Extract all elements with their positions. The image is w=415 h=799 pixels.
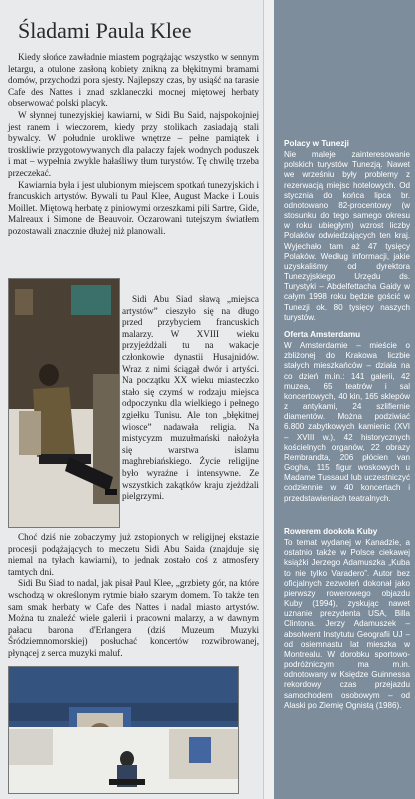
sidebar-box-text: W Amsterdamie – mieście o zbliżonej do Krakowa liczbie stałych mieszkańców – działa na co dzień m.in.: 141 galerii, 42 muzea, 65 teatrów i sal koncertowych, 40 kin, 165 sklepów z antykami, 24 szlifiernie diamentów. Można podziwiać 6.800 zabytkowych kamienic (XVI – XVIII w.), 42 historycznych kościelnych organów, 22 obrazy Rembrandta, 206 płócien van Gogha, 115 figur woskowych u Madame Tussaud lub uczestniczyć codziennie w 40 koncertach i przedstawieniach teatralnych. — [284, 341, 410, 503]
sidebar-column — [274, 0, 415, 799]
sidebar-box-amsterdam — [284, 330, 410, 504]
paragraph-1: Kiedy słońce zawładnie miastem pogrążając wszystko w sennym letargu, a otulone zasłoną kobiety znikną za błękitnymi bramami domów, przychodzi pora sjesty. Najlepszy czas, by usiąść na tarasie Cafe des Nattes i znad szklaneczki mocnej miętowej herbaty obserwować polski placyk. — [8, 52, 259, 109]
sidebar-box-cuba — [284, 527, 410, 711]
cafe-interior-photo — [8, 278, 120, 528]
article-body-bottom — [8, 532, 259, 660]
sidi-bu-said-street-photo — [8, 666, 239, 794]
sidebar-box-title: Polacy w Tunezji — [284, 139, 349, 148]
sidebar-box-tunisia — [284, 139, 410, 323]
sidebar-box-title: Rowerem dookoła Kuby — [284, 527, 378, 536]
paragraph-4: Sidi Abu Siad sławą „miejsca artystów” cieszyło się na długo przed przybyciem francuskich malarzy. W XVIII wieku przyjeżdżali tu na wakacje członkowie dynastii Husajnidów. Wraz z nimi ściągał dwór i artyści. Na początku XX wieku miasteczko stało się czymś w rodzaju miejsca odpoczynku dla wielkiego i pełnego zgiełku Tunisu. Ale ton „błękitnej wiosce” nadawała religia. Na mistycyzm muzułmański nałożyła się warstwa islamu maghrebiańskiego. Życie religijne było wyraźne i intensywne. Ze wszystkich zakątków kraju zjeżdżali pielgrzymi. — [122, 294, 259, 502]
sidebar-box-text: Nie maleje zainteresowanie polskich turystów Tunezją. Nawet we wrześniu były problemy z rezerwacją miejsc hotelowych. Od stycznia do końca lipca br. odnotowano 82-procentowy (w stosunku do tego samego okresu w roku ubiegłym) wzrost liczby Polaków odwiedzających ten kraj. Wyjechało tam aż 47 tysięcy Polaków. Według informacji, jakie uzyskaliśmy od dyrektora Tunezyjskiego Urzędu ds. Turystyki – Abdelfettacha Gaidy w całym 1998 roku będzie gościć w Tunezji ok. 80 tysięcy naszych turystów. — [284, 150, 410, 322]
paragraph-5: Choć dziś nie zobaczymy już zstopionych w religijnej ekstazie procesji podążających to meczetu Sidi Abu Saida (znajduje się niemal na tyłach kawiarni), to jednak zostało coś z atmosfery tamtych dni. — [8, 532, 259, 577]
sidebar-box-title: Oferta Amsterdamu — [284, 330, 361, 339]
article-body-wrap — [122, 294, 259, 503]
paragraph-2: W słynnej tunezyjskiej kawiarni, w Sidi Bu Said, najspokojniej jest ranem i wieczorem, kiedy przy stolikach zasiadają stali bywalcy. W południe urokliwe wnętrze – pełne pamiątek i troskliwie przygotowywanych dla palaczy fajek wodnych poduszek i mat – wypełnia zwykle hałaśliwy tłum turystów. Tę chwilę trzeba przeczekać. — [8, 109, 259, 178]
paragraph-6: Sidi Bu Siad to nadal, jak pisał Paul Klee, „grzbiety gór, na które wschodzą w określonym rytmie biało szarym domem. To także ten sam smak herbaty w Cafe des Nattes i nadal miasto artystów. Można tu znaleźć wiele galerii i pracowni malarzy, a w dawnym pałacu barona d'Erlangera (dziś Muzeum Muzyki Śródziemnomorskiej) posłuchać koncertów rozwibrowanej, płynącej z serca muzyki maluf. — [8, 578, 259, 658]
article-title: Śladami Paula Klee — [18, 18, 192, 43]
paragraph-3: Kawiarnia była i jest ulubionym miejscem spotkań tunezyjskich i francuskich artystów. Bywali tu Paul Klee, August Macke i Louis Moillet. Miętową herbatę z piniowymi orzeszkami pili Sartre, Gide, Malreaux i Simone de Beauvoir. Oczarowani tutejszym światłem pozostawali znacznie dłużej niż planowali. — [8, 179, 259, 236]
sidebar-box-text: To temat wydanej w Kanadzie, a ostatnio także w Polsce ciekawej książki Jerzego Adamuszka „Kuba to nie tylko Varadero”. Autor bez oficjalnych zezwoleń dokonał jako pierwszy rowerowego objazdu Kuby (1994), zyskując nawet uznanie prezydenta USA, Billa Clintona. Jerzy Adamuszek – absolwent Instytutu Geografii UJ – od osiemnastu lat mieszka w Montrealu. W dorobku sportowo-podróżniczym ma m.in. odnotowany w Księdze Guinnessa rekordowy czas przejazdu samochodem osobowym – od Alaski po Ziemię Ognistą (1986). — [284, 538, 410, 710]
article-body-top — [8, 52, 259, 238]
